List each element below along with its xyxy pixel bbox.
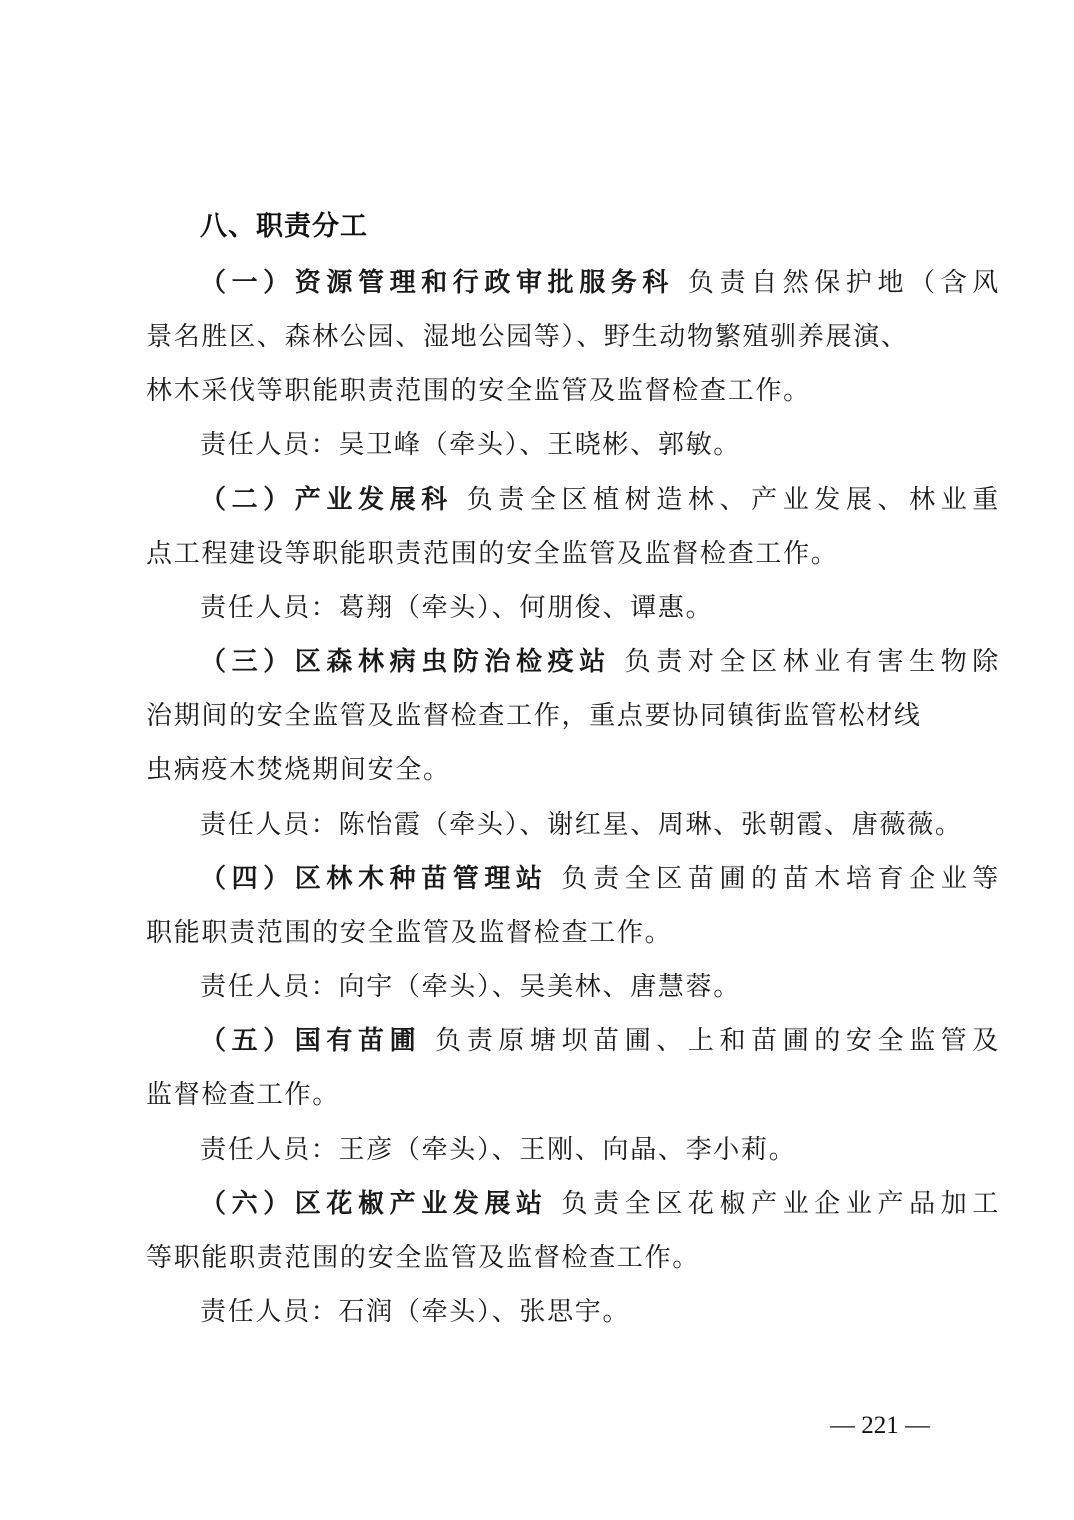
section-4-first-line — [200, 858, 1000, 895]
section-6-personnel: 责任人员：石润（牵头）、张思宇。 — [200, 1297, 631, 1327]
section-6-title: （六）区花椒产业发展站 — [200, 1189, 548, 1219]
section-4-line-2: 职能职责范围的安全监管及监督检查工作。 — [146, 918, 673, 948]
section-5-first-text: 负责原塘坝苗圃、上和苗圃的安全监管及 — [435, 1026, 1001, 1056]
page-number: — 221 — — [830, 1412, 930, 1439]
section-3-title: （三）区森林病虫防治检疫站 — [200, 647, 611, 677]
section-5-line-2: 监督检查工作。 — [146, 1080, 340, 1110]
section-1-personnel: 责任人员：吴卫峰（牵头）、王晓彬、郭敏。 — [200, 430, 742, 460]
section-2-title: （二）产业发展科 — [200, 485, 453, 515]
section-3-line-3: 虫病疫木焚烧期间安全。 — [146, 755, 451, 785]
section-6-first-text: 负责全区花椒产业企业产品加工 — [561, 1189, 1000, 1219]
section-5-first-line — [200, 1020, 1000, 1057]
section-4-personnel: 责任人员：向宇（牵头）、吴美林、唐慧蓉。 — [200, 972, 742, 1002]
section-1-line-3: 林木采伐等职能职责范围的安全监管及监督检查工作。 — [146, 376, 811, 406]
section-6-first-line — [200, 1183, 1000, 1220]
section-heading: 八、职责分工 — [200, 211, 368, 242]
section-1-line-2: 景名胜区、森林公园、湿地公园等）、野生动物繁殖驯养展演、 — [146, 322, 909, 352]
section-2-personnel: 责任人员：葛翔（牵头）、何朋俊、谭惠。 — [200, 593, 714, 623]
section-3-personnel: 责任人员：陈怡霞（牵头）、谢红星、周琳、张朝霞、唐薇薇。 — [200, 810, 963, 840]
section-2-line-2: 点工程建设等职能职责范围的安全监管及监督检查工作。 — [146, 539, 839, 569]
section-3-first-line — [200, 641, 1000, 678]
section-1-first-text: 负责自然保护地（含风 — [687, 268, 1000, 298]
section-2-first-line — [200, 479, 1000, 516]
section-2-first-text: 负责全区植树造林、产业发展、林业重 — [466, 485, 1000, 515]
section-6-line-2: 等职能职责范围的安全监管及监督检查工作。 — [146, 1243, 701, 1273]
section-3-first-text: 负责对全区林业有害生物除 — [624, 647, 1000, 677]
section-4-title: （四）区林木种苗管理站 — [200, 864, 548, 894]
section-1-title: （一）资源管理和行政审批服务科 — [200, 268, 675, 298]
section-1-first-line — [200, 262, 1000, 299]
section-3-line-2: 治期间的安全监管及监督检查工作，重点要协同镇街监管松材线 — [146, 701, 922, 731]
section-5-title: （五）国有苗圃 — [200, 1026, 422, 1056]
section-4-first-text: 负责全区苗圃的苗木培育企业等 — [561, 864, 1000, 894]
section-5-personnel: 责任人员：王彦（牵头）、王刚、向晶、李小莉。 — [200, 1135, 797, 1165]
